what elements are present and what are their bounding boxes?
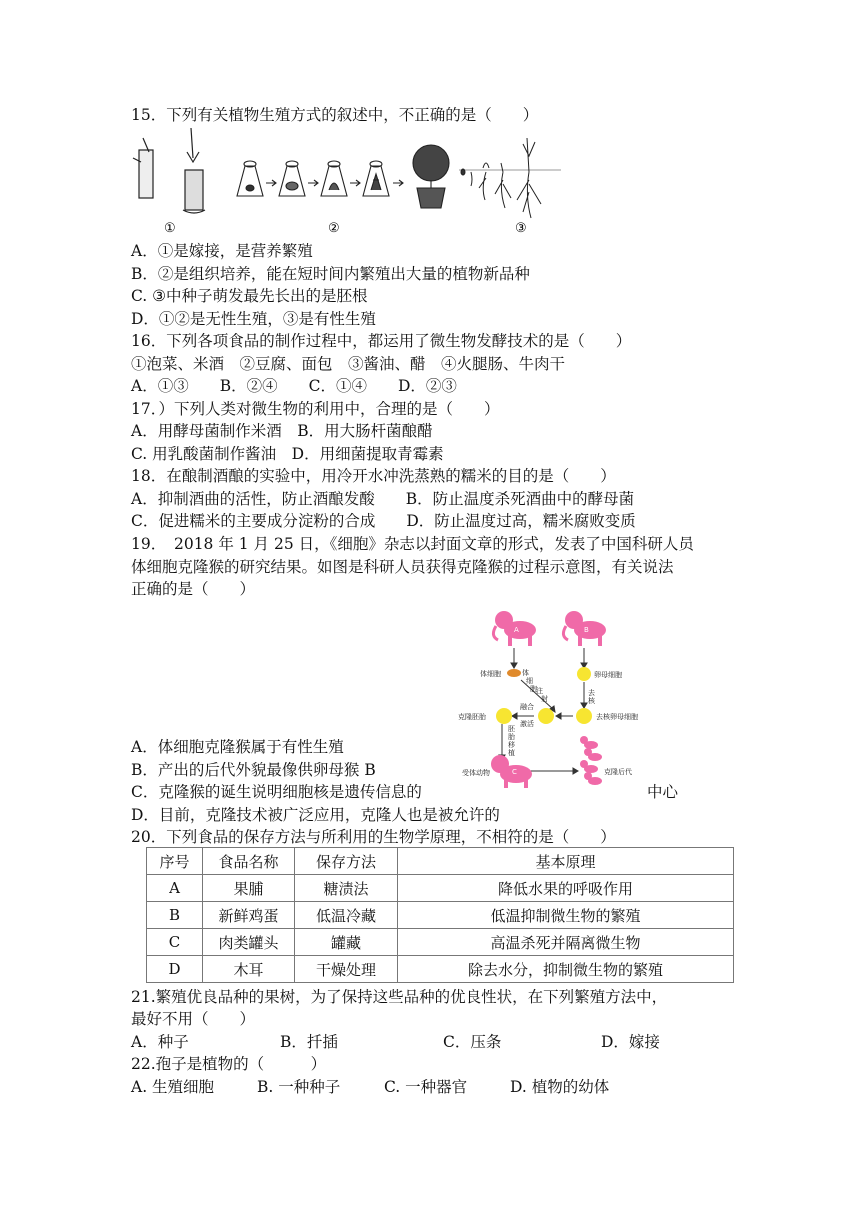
q18-stem: 18．在酿制酒酿的实验中，用冷开水冲洗蒸熟的糯米的目的是（ ） xyxy=(131,467,616,485)
transfer-label-4: 植 xyxy=(508,749,515,757)
header-index: 序号 xyxy=(147,848,203,875)
fuse-label-1: 融合 xyxy=(520,703,534,711)
clone-monkey-diagram xyxy=(446,606,686,791)
cell: 低温抑制微生物的繁殖 xyxy=(398,902,734,929)
cell: D xyxy=(147,956,203,983)
transfer-label-1: 胚 xyxy=(508,725,515,733)
fuse-label-2: 激活 xyxy=(520,720,534,728)
q16-stem: 16．下列各项食品的制作过程中，都运用了微生物发酵技术的是（ ） xyxy=(131,332,632,350)
clone-offspring-icon xyxy=(580,736,602,785)
figure-label-2: ② xyxy=(328,221,340,236)
table-header-row xyxy=(147,848,734,875)
header-principle: 基本原理 xyxy=(398,848,734,875)
q21-stem-line2: 最好不用（ ） xyxy=(131,1010,256,1028)
enucleated-egg-icon xyxy=(576,708,592,724)
q17-stem: 17．）下列人类对微生物的利用中，合理的是（ ） xyxy=(131,400,500,418)
embryo-label: 克隆胚胎 xyxy=(458,713,486,721)
monkey-c-label: C xyxy=(512,768,517,776)
cell: 低温冷藏 xyxy=(295,902,398,929)
inject-label-1: 体 xyxy=(522,669,529,677)
q19-stem-line3: 正确的是（ ） xyxy=(131,580,256,598)
q20-table xyxy=(146,847,734,983)
q19-option-d[interactable]: D．目前，克隆技术被广泛应用，克隆人也是被允许的 xyxy=(131,806,500,824)
q15-option-d[interactable]: D．①②是无性生殖，③是有性生殖 xyxy=(131,310,376,328)
transfer-label-2: 胎 xyxy=(508,733,515,741)
monkey-a-label: A xyxy=(514,626,519,634)
header-food: 食品名称 xyxy=(203,848,295,875)
inject-label-4: 注 xyxy=(536,687,543,695)
offspring-label: 克隆后代 xyxy=(604,768,632,776)
q20-stem: 20．下列食品的保存方法与所利用的生物学原理，不相符的是（ ） xyxy=(131,828,616,846)
cell: 罐藏 xyxy=(295,929,398,956)
q21-option-b[interactable]: B．扦插 xyxy=(280,1033,338,1051)
table-row xyxy=(147,956,734,983)
egg-cell-label: 卵母细胞 xyxy=(594,671,622,679)
monkey-b-label: B xyxy=(584,626,589,634)
table-row xyxy=(147,902,734,929)
q15-option-a[interactable]: A．①是嫁接，是营养繁殖 xyxy=(131,242,313,260)
cell: 高温杀死并隔离微生物 xyxy=(398,929,734,956)
fused-cell-icon xyxy=(538,708,554,724)
enucleated-egg-label: 去核卵母细胞 xyxy=(596,713,638,721)
figure-label-3: ③ xyxy=(515,221,527,236)
q16-items: ①泡菜、米酒 ②豆腐、面包 ③酱油、醋 ④火腿肠、牛肉干 xyxy=(131,355,566,373)
cell: B xyxy=(147,902,203,929)
recipient-label: 受体动物 xyxy=(462,769,490,777)
figure-label-1: ① xyxy=(164,221,176,236)
q21-stem-line1: 21.繁殖优良品种的果树，为了保持这些品种的优良性状，在下列繁殖方法中， xyxy=(131,988,668,1006)
inject-label-2: 细 xyxy=(526,677,533,685)
q18-options-cd[interactable]: C．促进糯米的主要成分淀粉的合成 D．防止温度过高，糯米腐败变质 xyxy=(131,512,636,530)
cell: 果脯 xyxy=(203,875,295,902)
transfer-label-3: 移 xyxy=(508,741,515,749)
cell: 糖渍法 xyxy=(295,875,398,902)
q15-option-b[interactable]: B．②是组织培养，能在短时间内繁殖出大量的植物新品种 xyxy=(131,265,530,283)
q15-stem: 15．下列有关植物生殖方式的叙述中，不正确的是（ ） xyxy=(131,106,539,124)
inject-label-5: 射 xyxy=(541,695,548,703)
enucleate-label-1: 去 xyxy=(588,689,595,697)
q17-options-ab[interactable]: A．用酵母菌制作米酒 B．用大肠杆菌酿醋 xyxy=(131,422,433,440)
q22-option-c[interactable]: C. 一种器官 xyxy=(384,1078,468,1096)
clone-embryo-icon xyxy=(496,708,512,724)
q15-propagation-figure xyxy=(131,128,561,236)
q19-stem-line1: 19． 2018 年 1 月 25 日，《细胞》杂志以封面文章的形式，发表了中国科研人员 xyxy=(131,535,694,553)
q22-option-b[interactable]: B. 一种种子 xyxy=(257,1078,341,1096)
tissue-culture-drawing xyxy=(237,145,449,208)
q19-option-a[interactable]: A．体细胞克隆猴属于有性生殖 xyxy=(131,738,344,756)
q21-option-c[interactable]: C．压条 xyxy=(443,1033,502,1051)
q19-option-b[interactable]: B．产出的后代外貌最像供卵母猴 B xyxy=(131,761,376,779)
cell: 新鲜鸡蛋 xyxy=(203,902,295,929)
q19-stem-line2: 体细胞克隆猴的研究结果。如图是科研人员获得克隆猴的过程示意图，有关说法 xyxy=(131,558,674,576)
q21-option-d[interactable]: D．嫁接 xyxy=(601,1033,660,1051)
cell: 降低水果的呼吸作用 xyxy=(398,875,734,902)
q18-options-ab[interactable]: A．抑制酒曲的活性，防止酒酿发酸 B．防止温度杀死酒曲中的酵母菌 xyxy=(131,490,635,508)
cell: 肉类罐头 xyxy=(203,929,295,956)
cell: 除去水分，抑制微生物的繁殖 xyxy=(398,956,734,983)
somatic-cell-icon xyxy=(507,669,521,677)
q22-stem: 22.孢子是植物的（ ） xyxy=(131,1055,327,1073)
table-row xyxy=(147,875,734,902)
q16-options[interactable]: A．①③ B．②④ C．①④ D．②③ xyxy=(131,377,457,395)
somatic-cell-label: 体细胞 xyxy=(480,670,501,678)
q22-option-a[interactable]: A. 生殖细胞 xyxy=(131,1078,215,1096)
grafting-drawing xyxy=(133,128,205,213)
q21-option-a[interactable]: A．种子 xyxy=(131,1033,189,1051)
q15-option-c[interactable]: C. ③中种子萌发最先长出的是胚根 xyxy=(131,287,368,305)
header-method: 保存方法 xyxy=(295,848,398,875)
q19-option-c[interactable]: C．克隆猴的诞生说明细胞核是遗传信息的 xyxy=(131,783,422,801)
seed-germination-drawing xyxy=(459,138,561,218)
cell: 干燥处理 xyxy=(295,956,398,983)
enucleate-label-2: 核 xyxy=(588,697,595,705)
q17-options-cd[interactable]: C. 用乳酸菌制作酱油 D．用细菌提取青霉素 xyxy=(131,445,444,463)
cell: A xyxy=(147,875,203,902)
q22-option-d[interactable]: D. 植物的幼体 xyxy=(510,1078,610,1096)
cell: 木耳 xyxy=(203,956,295,983)
table-row xyxy=(147,929,734,956)
cell: C xyxy=(147,929,203,956)
inject-label-3: 胞 xyxy=(530,685,537,693)
q19-option-c-tail: 中心 xyxy=(647,783,679,801)
egg-cell-icon xyxy=(577,667,591,681)
